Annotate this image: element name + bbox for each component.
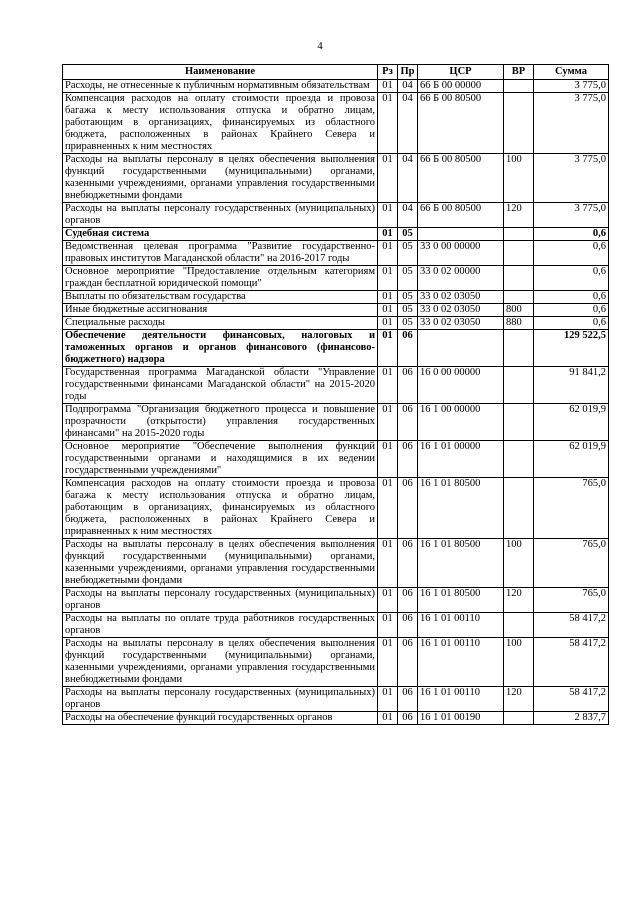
cell-rz: 01 (378, 588, 398, 613)
cell-sum: 765,0 (534, 539, 609, 588)
cell-name: Выплаты по обязательствам государства (63, 291, 378, 304)
table-row (63, 330, 609, 367)
cell-rz: 01 (378, 404, 398, 441)
table-row (63, 80, 609, 93)
table-header-row (63, 65, 609, 80)
cell-name: Основное мероприятие "Предоставление отдельным категориям граждан бесплатной юридической помощи" (63, 266, 378, 291)
table-row (63, 154, 609, 203)
cell-sum: 0,6 (534, 266, 609, 291)
table-row (63, 588, 609, 613)
table-row (63, 93, 609, 154)
cell-pr: 06 (398, 638, 418, 687)
cell-vr (504, 404, 534, 441)
cell-name: Иные бюджетные ассигнования (63, 304, 378, 317)
table-row (63, 228, 609, 241)
cell-vr (504, 478, 534, 539)
table-row (63, 241, 609, 266)
header-vr: ВР (504, 65, 534, 80)
cell-vr: 100 (504, 539, 534, 588)
cell-name: Расходы на выплаты по оплате труда работников государственных органов (63, 613, 378, 638)
cell-sum: 58 417,2 (534, 613, 609, 638)
cell-rz: 01 (378, 304, 398, 317)
cell-vr (504, 93, 534, 154)
cell-sum: 3 775,0 (534, 203, 609, 228)
cell-pr: 06 (398, 441, 418, 478)
cell-name: Расходы на выплаты персоналу в целях обеспечения выполнения функций государственными (муниципальными) органами, казенными учреждениями, органами управления государственными внебюджетными фондами (63, 539, 378, 588)
table-row (63, 539, 609, 588)
cell-rz: 01 (378, 266, 398, 291)
cell-csr: 16 1 01 00110 (418, 687, 504, 712)
cell-sum: 0,6 (534, 317, 609, 330)
cell-vr (504, 291, 534, 304)
cell-name: Подпрограмма "Организация бюджетного процесса и повышение прозрачности (открытости) управления государственных финансами" на 2015-2020 годы (63, 404, 378, 441)
cell-rz: 01 (378, 241, 398, 266)
cell-vr: 100 (504, 154, 534, 203)
cell-name: Специальные расходы (63, 317, 378, 330)
cell-vr (504, 241, 534, 266)
cell-csr: 66 Б 00 80500 (418, 203, 504, 228)
cell-sum: 0,6 (534, 304, 609, 317)
cell-sum: 129 522,5 (534, 330, 609, 367)
cell-rz: 01 (378, 317, 398, 330)
cell-vr (504, 228, 534, 241)
table-row (63, 317, 609, 330)
cell-name: Государственная программа Магаданской области "Управление государственными финансами Магаданской области" на 2015-2020 годы (63, 367, 378, 404)
cell-sum: 0,6 (534, 241, 609, 266)
cell-pr: 04 (398, 80, 418, 93)
header-rz: Рз (378, 65, 398, 80)
cell-vr: 880 (504, 317, 534, 330)
cell-csr: 16 1 00 00000 (418, 404, 504, 441)
header-csr: ЦСР (418, 65, 504, 80)
cell-sum: 0,6 (534, 228, 609, 241)
cell-rz: 01 (378, 203, 398, 228)
cell-sum: 62 019,9 (534, 441, 609, 478)
cell-csr: 33 0 02 00000 (418, 266, 504, 291)
cell-sum: 3 775,0 (534, 80, 609, 93)
cell-sum: 91 841,2 (534, 367, 609, 404)
table-row (63, 203, 609, 228)
table-body (63, 80, 609, 725)
cell-rz: 01 (378, 93, 398, 154)
cell-sum: 765,0 (534, 588, 609, 613)
cell-rz: 01 (378, 441, 398, 478)
cell-pr: 05 (398, 241, 418, 266)
cell-csr: 16 1 01 00110 (418, 638, 504, 687)
cell-name: Расходы на выплаты персоналу в целях обеспечения выполнения функций государственными (муниципальными) органами, казенными учреждениями, органами управления государственными внебюджетными фондами (63, 154, 378, 203)
cell-rz: 01 (378, 80, 398, 93)
cell-vr: 120 (504, 588, 534, 613)
cell-csr (418, 330, 504, 367)
cell-rz: 01 (378, 613, 398, 638)
cell-name: Расходы на выплаты персоналу государственных (муниципальных) органов (63, 203, 378, 228)
cell-pr: 06 (398, 539, 418, 588)
cell-name: Компенсация расходов на оплату стоимости проезда и провоза багажа к месту использования отпуска и обратно лицам, работающим в организациях, финансируемых из областного бюджета, расположенных в районах Крайнего Севера и приравненных к ним местностях (63, 93, 378, 154)
cell-name: Расходы на обеспечение функций государственных органов (63, 712, 378, 725)
cell-vr (504, 613, 534, 638)
cell-csr: 16 0 00 00000 (418, 367, 504, 404)
cell-pr: 06 (398, 478, 418, 539)
table-row (63, 638, 609, 687)
cell-rz: 01 (378, 154, 398, 203)
cell-vr (504, 80, 534, 93)
cell-rz: 01 (378, 291, 398, 304)
cell-name: Расходы на выплаты персоналу в целях обеспечения выполнения функций государственными (муниципальными) органами, казенными учреждениями, органами управления государственными внебюджетными фондами (63, 638, 378, 687)
cell-pr: 05 (398, 317, 418, 330)
cell-sum: 58 417,2 (534, 687, 609, 712)
cell-name: Судебная система (63, 228, 378, 241)
cell-csr: 16 1 01 80500 (418, 588, 504, 613)
cell-vr (504, 441, 534, 478)
cell-pr: 05 (398, 266, 418, 291)
cell-name: Обеспечение деятельности финансовых, налоговых и таможенных органов и органов финансового (финансово-бюджетного) надзора (63, 330, 378, 367)
cell-pr: 05 (398, 304, 418, 317)
table-row (63, 478, 609, 539)
cell-csr: 16 1 01 80500 (418, 478, 504, 539)
page-number: 4 (317, 40, 323, 52)
table-row (63, 687, 609, 712)
header-sum: Сумма (534, 65, 609, 80)
cell-csr: 16 1 01 00190 (418, 712, 504, 725)
table-row (63, 266, 609, 291)
cell-pr: 06 (398, 588, 418, 613)
cell-vr: 800 (504, 304, 534, 317)
cell-sum: 2 837,7 (534, 712, 609, 725)
cell-pr: 06 (398, 613, 418, 638)
cell-pr: 04 (398, 93, 418, 154)
cell-csr (418, 228, 504, 241)
cell-rz: 01 (378, 712, 398, 725)
cell-csr: 16 1 01 80500 (418, 539, 504, 588)
cell-csr: 66 Б 00 00000 (418, 80, 504, 93)
cell-sum: 765,0 (534, 478, 609, 539)
cell-vr: 120 (504, 687, 534, 712)
cell-name: Основное мероприятие "Обеспечение выполнения функций государственными органами и находящимися в их ведении государственными учреждениями" (63, 441, 378, 478)
cell-csr: 16 1 01 00000 (418, 441, 504, 478)
cell-csr: 33 0 02 03050 (418, 291, 504, 304)
table-row (63, 304, 609, 317)
cell-sum: 62 019,9 (534, 404, 609, 441)
cell-csr: 66 Б 00 80500 (418, 154, 504, 203)
cell-name: Расходы, не отнесенные к публичным нормативным обязательствам (63, 80, 378, 93)
table-row (63, 291, 609, 304)
cell-vr (504, 712, 534, 725)
cell-pr: 06 (398, 367, 418, 404)
cell-pr: 05 (398, 228, 418, 241)
cell-pr: 05 (398, 291, 418, 304)
cell-pr: 06 (398, 330, 418, 367)
cell-csr: 33 0 02 03050 (418, 317, 504, 330)
cell-csr: 66 Б 00 80500 (418, 93, 504, 154)
cell-pr: 04 (398, 203, 418, 228)
cell-sum: 0,6 (534, 291, 609, 304)
cell-name: Ведомственная целевая программа "Развитие государственно-правовых институтов Магаданской области" на 2016-2017 годы (63, 241, 378, 266)
cell-sum: 3 775,0 (534, 154, 609, 203)
cell-csr: 16 1 01 00110 (418, 613, 504, 638)
cell-rz: 01 (378, 478, 398, 539)
cell-pr: 06 (398, 404, 418, 441)
cell-vr (504, 330, 534, 367)
cell-sum: 3 775,0 (534, 93, 609, 154)
table-row (63, 441, 609, 478)
table-row (63, 404, 609, 441)
cell-vr: 120 (504, 203, 534, 228)
cell-name: Компенсация расходов на оплату стоимости проезда и провоза багажа к месту использования отпуска и обратно лицам, работающим в организациях, финансируемых из областного бюджета, расположенных в районах Крайнего Севера и приравненных к ним местностях (63, 478, 378, 539)
cell-rz: 01 (378, 539, 398, 588)
cell-pr: 06 (398, 687, 418, 712)
header-pr: Пр (398, 65, 418, 80)
cell-vr (504, 367, 534, 404)
cell-pr: 04 (398, 154, 418, 203)
header-name: Наименование (63, 65, 378, 80)
cell-vr: 100 (504, 638, 534, 687)
cell-sum: 58 417,2 (534, 638, 609, 687)
cell-name: Расходы на выплаты персоналу государственных (муниципальных) органов (63, 588, 378, 613)
cell-name: Расходы на выплаты персоналу государственных (муниципальных) органов (63, 687, 378, 712)
cell-rz: 01 (378, 330, 398, 367)
cell-rz: 01 (378, 367, 398, 404)
cell-vr (504, 266, 534, 291)
budget-table (62, 64, 609, 725)
table-row (63, 367, 609, 404)
cell-csr: 33 0 00 00000 (418, 241, 504, 266)
cell-csr: 33 0 02 03050 (418, 304, 504, 317)
cell-rz: 01 (378, 228, 398, 241)
cell-rz: 01 (378, 638, 398, 687)
table-row (63, 712, 609, 725)
cell-rz: 01 (378, 687, 398, 712)
cell-pr: 06 (398, 712, 418, 725)
table-row (63, 613, 609, 638)
